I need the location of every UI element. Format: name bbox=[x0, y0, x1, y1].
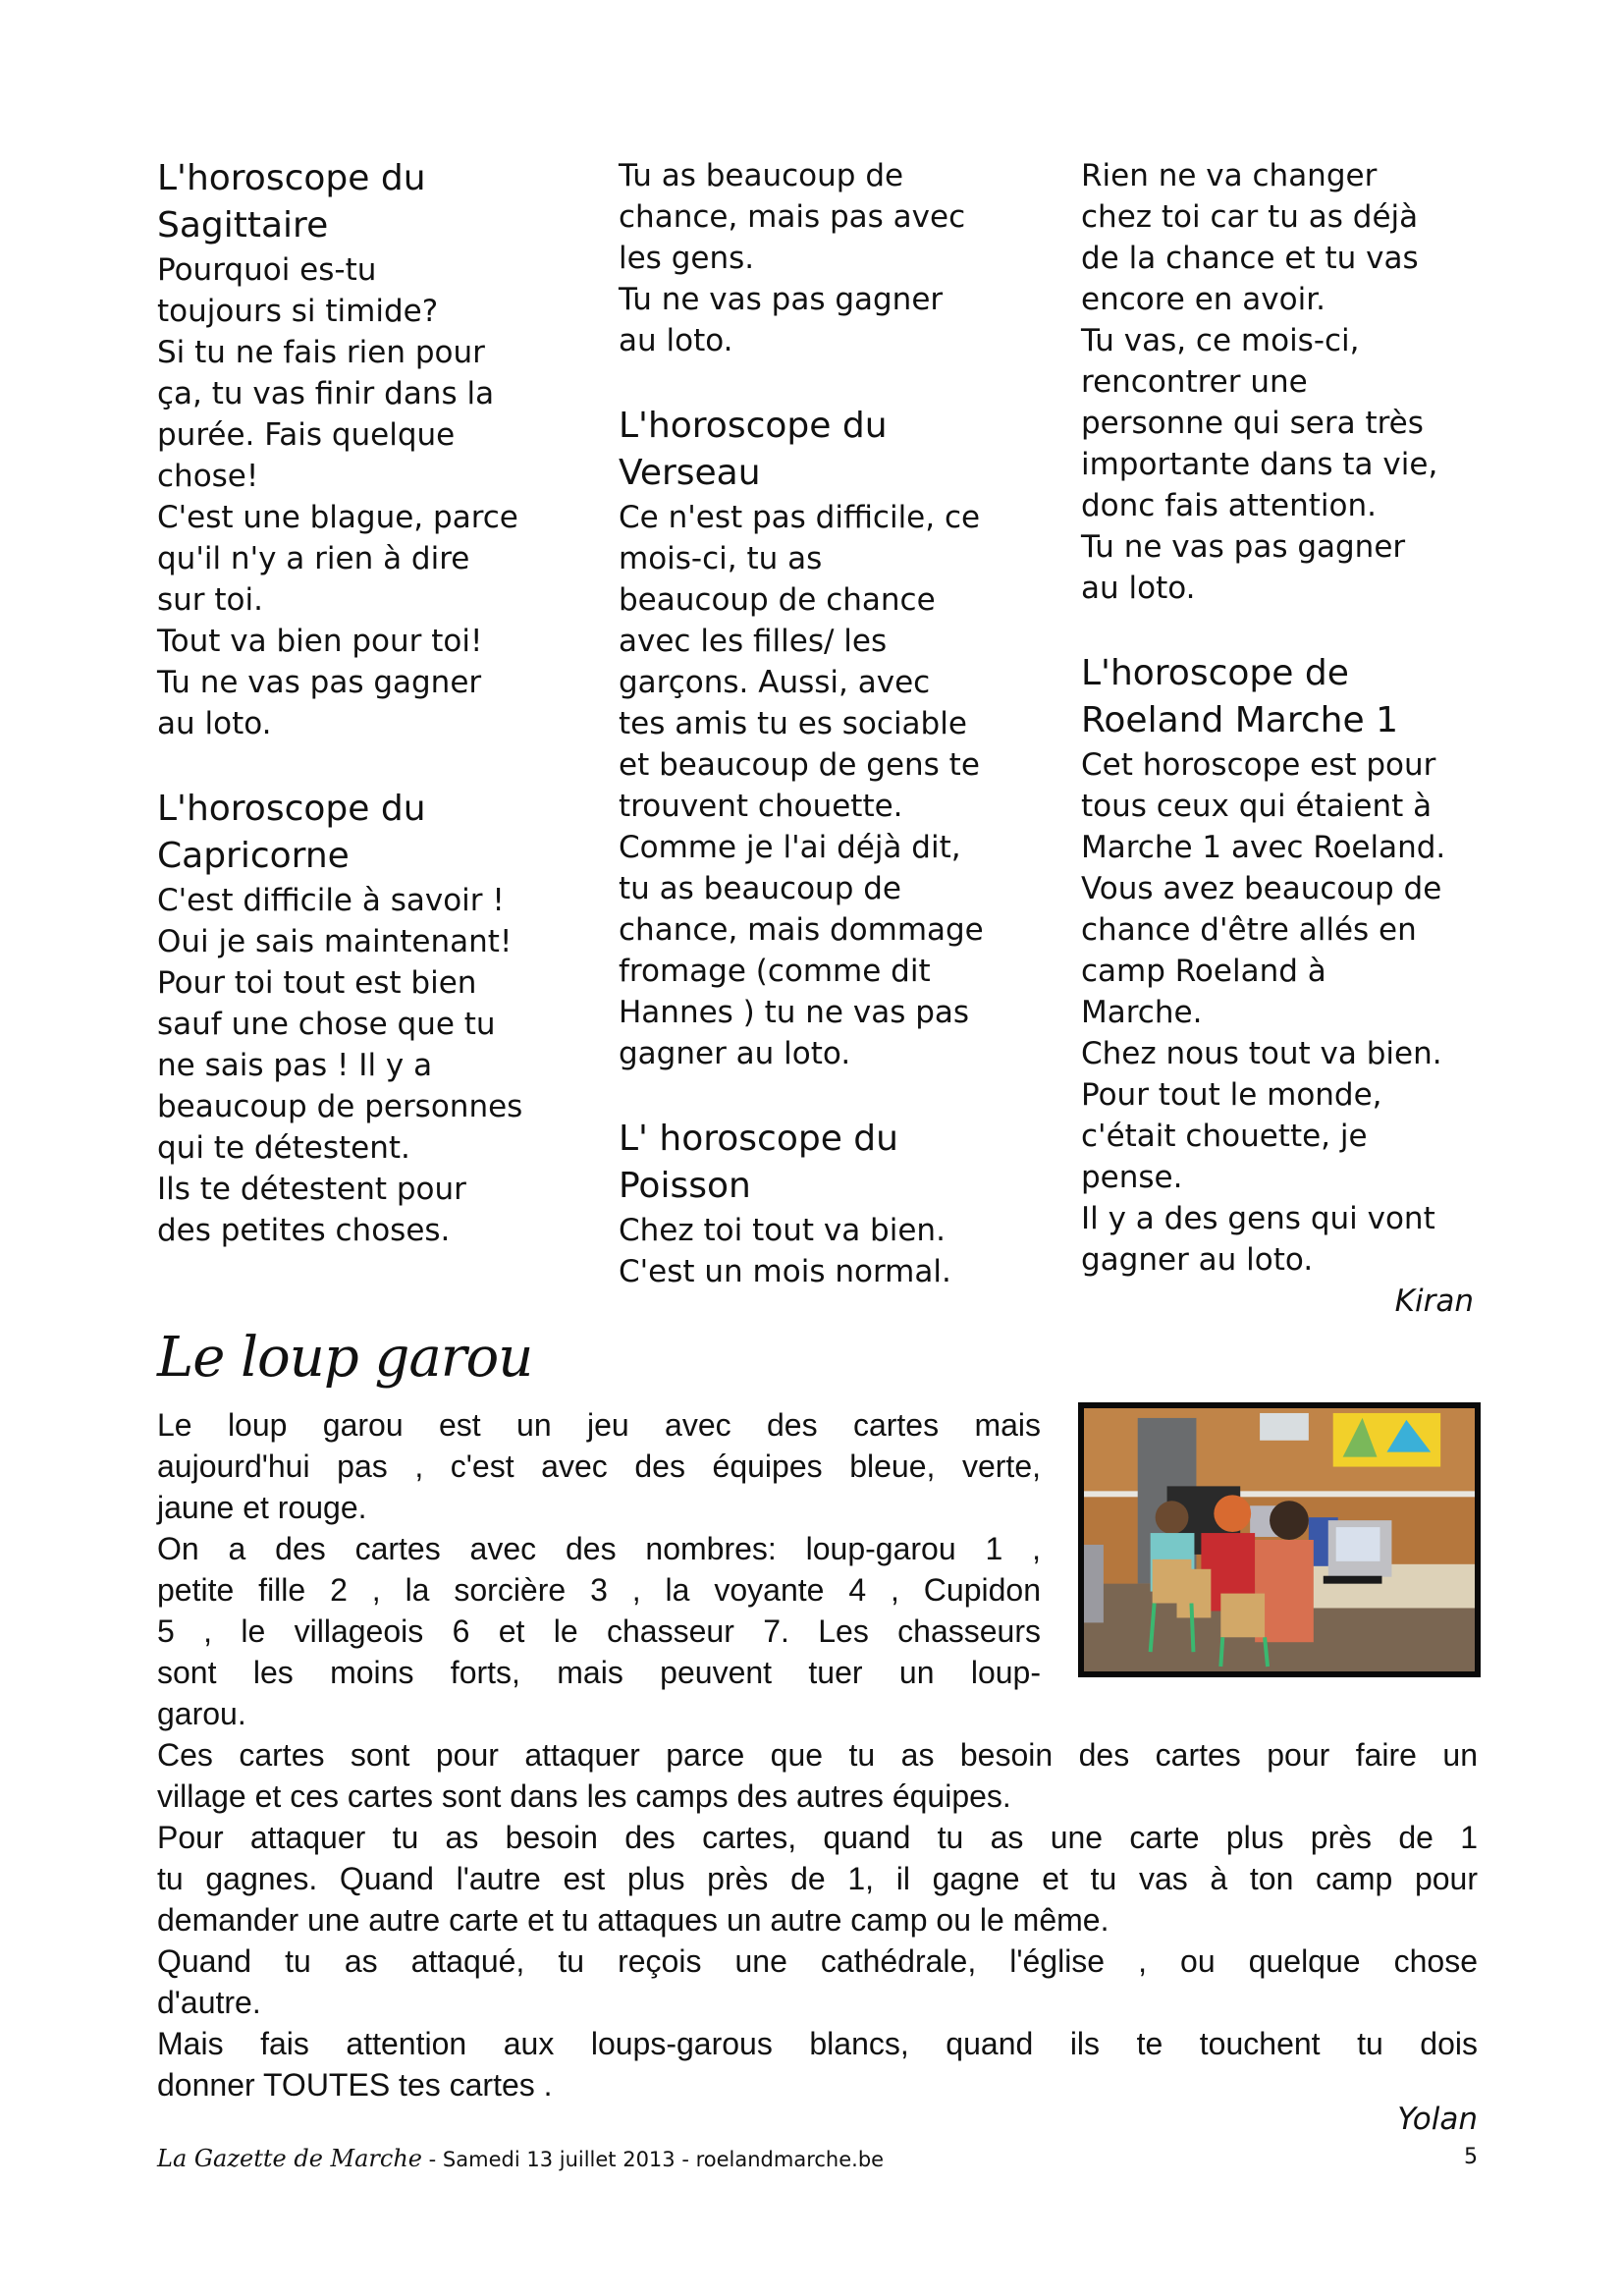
horoscope-text-line: toujours si timide? bbox=[157, 294, 439, 329]
article-text-line: Quand tu as attaqué, tu reçois une cathédrale, l'église , ou quelque chose bbox=[157, 1943, 1478, 1979]
horoscope-section bbox=[619, 1116, 1021, 1292]
horoscope-text-line: chez toi car tu as déjà bbox=[1081, 199, 1419, 235]
horoscope-text-line: sur toi. bbox=[157, 582, 263, 618]
article-text-line: garou. bbox=[157, 1696, 246, 1731]
horoscope-title-line: Verseau bbox=[619, 453, 761, 493]
horoscope-text-line: Si tu ne fais rien pour bbox=[157, 335, 485, 370]
article-text-line: village et ces cartes sont dans les camps des autres équipes. bbox=[157, 1778, 1011, 1814]
article-text-line: aujourd'hui pas , c'est avec des équipes bleue, verte, bbox=[157, 1449, 1041, 1484]
horoscope-title-line: L'horoscope du bbox=[157, 158, 426, 198]
horoscope-title-line: Sagittaire bbox=[157, 205, 329, 246]
horoscope-text-line: et beaucoup de gens te bbox=[619, 747, 980, 783]
horoscope-text-line: au loto. bbox=[619, 323, 733, 358]
article-text-line: On a des cartes avec des nombres: loup-garou 1 , bbox=[157, 1531, 1041, 1566]
horoscope-text-line: Pour toi tout est bien bbox=[157, 965, 477, 1001]
horoscope-title bbox=[1081, 650, 1484, 744]
footer-details: Samedi 13 juillet 2013 - roelandmarche.be bbox=[442, 2148, 885, 2171]
horoscope-text-line: purée. Fais quelque bbox=[157, 417, 456, 453]
horoscope-text-line: Hannes ) tu ne vas pas bbox=[619, 995, 970, 1030]
footer-separator: - bbox=[421, 2148, 443, 2171]
horoscope-text-line: Tu as beaucoup de bbox=[619, 158, 904, 193]
horoscope-text-line: gagner au loto. bbox=[619, 1036, 851, 1071]
horoscope-text-line: sauf une chose que tu bbox=[157, 1007, 496, 1042]
article-text-line: Pour attaquer tu as besoin des cartes, quand tu as une carte plus près de 1 bbox=[157, 1820, 1478, 1855]
horoscope-text-line: au loto. bbox=[157, 706, 272, 741]
horoscope-title-line: L'horoscope du bbox=[619, 406, 888, 446]
horoscope-title bbox=[157, 786, 560, 880]
article-text-line: jaune et rouge. bbox=[157, 1490, 367, 1525]
horoscope-column-1 bbox=[157, 155, 560, 1292]
horoscope-text-line: mois-ci, tu as bbox=[619, 541, 823, 576]
horoscope-text-line: Tu ne vas pas gagner bbox=[619, 282, 944, 317]
article-text-line: Ces cartes sont pour attaquer parce que tu as besoin des cartes pour faire un bbox=[157, 1737, 1478, 1773]
article-photo bbox=[1078, 1402, 1481, 1677]
horoscope-text-line: ça, tu vas finir dans la bbox=[157, 376, 495, 411]
horoscope-text-line: Chez nous tout va bien. bbox=[1081, 1036, 1442, 1071]
page-number: 5 bbox=[1464, 2145, 1478, 2169]
horoscope-text-line: de la chance et tu vas bbox=[1081, 241, 1419, 276]
horoscope-text-line: chance, mais pas avec bbox=[619, 199, 966, 235]
horoscope-text-line: personne qui sera très bbox=[1081, 406, 1424, 441]
horoscope-text-line: pense. bbox=[1081, 1160, 1183, 1195]
horoscope-text-line: Rien ne va changer bbox=[1081, 158, 1378, 193]
horoscope-text-line: Marche 1 avec Roeland. bbox=[1081, 830, 1446, 865]
article-text-line: Le loup garou est un jeu avec des cartes mais bbox=[157, 1407, 1041, 1443]
horoscope-text-line: garçons. Aussi, avec bbox=[619, 665, 931, 700]
horoscope-column-2 bbox=[619, 155, 1021, 1334]
article-text-line: d'autre. bbox=[157, 1985, 261, 2020]
horoscope-section bbox=[1081, 650, 1484, 1322]
horoscope-text-line: tes amis tu es sociable bbox=[619, 706, 967, 741]
horoscope-text-line: tous ceux qui étaient à bbox=[1081, 789, 1433, 824]
horoscope-section bbox=[157, 786, 560, 1251]
horoscope-section bbox=[157, 155, 560, 744]
horoscope-text-line: les gens. bbox=[619, 241, 755, 276]
horoscope-title bbox=[619, 403, 1021, 497]
horoscope-text-line: beaucoup de personnes bbox=[157, 1089, 523, 1124]
horoscope-text-line: c'était chouette, je bbox=[1081, 1119, 1368, 1154]
horoscope-text-line: Oui je sais maintenant! bbox=[157, 924, 513, 959]
horoscope-title-line: L'horoscope du bbox=[157, 789, 426, 829]
horoscope-text-line: Tu ne vas pas gagner bbox=[157, 665, 482, 700]
horoscope-title-line: Roeland Marche 1 bbox=[1081, 700, 1398, 740]
publication-name: La Gazette de Marche bbox=[157, 2145, 422, 2172]
horoscope-text-line: des petites choses. bbox=[157, 1213, 451, 1248]
horoscope-text-line: encore en avoir. bbox=[1081, 282, 1325, 317]
horoscope-text-line: au loto. bbox=[1081, 571, 1196, 606]
horoscope-title bbox=[619, 1116, 1021, 1210]
horoscope-text-line: C'est un mois normal. bbox=[619, 1254, 951, 1289]
horoscope-text-line: C'est une blague, parce bbox=[157, 500, 518, 535]
horoscope-text-line: chance, mais dommage bbox=[619, 912, 984, 948]
horoscope-text-line: beaucoup de chance bbox=[619, 582, 936, 618]
horoscope-text-line: fromage (comme dit bbox=[619, 954, 931, 989]
horoscope-text-line: Pour tout le monde, bbox=[1081, 1077, 1382, 1113]
article-body-main bbox=[157, 1734, 1478, 2105]
horoscope-text-line: qu'il n'y a rien à dire bbox=[157, 541, 470, 576]
horoscope-title-line: Poisson bbox=[619, 1166, 751, 1206]
horoscope-text-line: Tu vas, ce mois-ci, bbox=[1081, 323, 1360, 358]
horoscope-text-line: avec les filles/ les bbox=[619, 624, 888, 659]
horoscope-title-line: L' horoscope du bbox=[619, 1119, 898, 1159]
horoscope-text-line: chose! bbox=[157, 459, 259, 494]
horoscope-text-line: camp Roeland à bbox=[1081, 954, 1326, 989]
horoscope-text-line: Ce n'est pas difficile, ce bbox=[619, 500, 981, 535]
article-author: Yolan bbox=[1397, 2102, 1478, 2137]
article-title: Le loup garou bbox=[157, 1326, 533, 1390]
horoscope-text-line: Cet horoscope est pour bbox=[1081, 747, 1436, 783]
article-text-line: tu gagnes. Quand l'autre est plus près de 1, il gagne et tu vas à ton camp pour bbox=[157, 1861, 1478, 1896]
article-text-line: petite fille 2 , la sorcière 3 , la voyante 4 , Cupidon bbox=[157, 1572, 1041, 1608]
page-footer bbox=[157, 2145, 1478, 2184]
article-text-line: Mais fais attention aux loups-garous blancs, quand ils te touchent tu dois bbox=[157, 2026, 1478, 2061]
horoscope-text-line: chance d'être allés en bbox=[1081, 912, 1417, 948]
article-text-line: demander une autre carte et tu attaques un autre camp ou le même. bbox=[157, 1902, 1109, 1938]
horoscope-text-line: donc fais attention. bbox=[1081, 488, 1377, 523]
horoscope-text-line: Vous avez beaucoup de bbox=[1081, 871, 1442, 906]
horoscope-text-line: Tout va bien pour toi! bbox=[157, 624, 483, 659]
horoscope-text-line: rencontrer une bbox=[1081, 364, 1308, 400]
horoscope-text-line: gagner au loto. bbox=[1081, 1242, 1314, 1278]
horoscope-author: Kiran bbox=[1394, 1284, 1474, 1319]
horoscope-text-line: C'est difficile à savoir ! bbox=[157, 883, 505, 918]
article-text-line: 5 , le villageois 6 et le chasseur 7. Les chasseurs bbox=[157, 1613, 1041, 1649]
horoscope-section bbox=[1081, 155, 1484, 609]
horoscope-text-line: Ils te détestent pour bbox=[157, 1172, 466, 1207]
horoscope-text-line: Tu ne vas pas gagner bbox=[1081, 529, 1406, 565]
horoscope-title-line: L'horoscope de bbox=[1081, 653, 1349, 693]
horoscope-text-line: Chez toi tout va bien. bbox=[619, 1213, 946, 1248]
article-text-line: sont les moins forts, mais peuvent tuer un loup- bbox=[157, 1655, 1041, 1690]
article-text-line: donner TOUTES tes cartes . bbox=[157, 2067, 553, 2103]
horoscope-text-line: Il y a des gens qui vont bbox=[1081, 1201, 1435, 1236]
horoscope-title-line: Capricorne bbox=[157, 836, 350, 876]
horoscope-text-line: trouvent chouette. bbox=[619, 789, 903, 824]
horoscope-section bbox=[619, 403, 1021, 1074]
article-body-intro bbox=[157, 1404, 1041, 1734]
horoscope-text-line: importante dans ta vie, bbox=[1081, 447, 1438, 482]
photo-kids-at-computers bbox=[1084, 1408, 1475, 1671]
horoscope-section bbox=[619, 155, 1021, 361]
horoscope-text-line: Marche. bbox=[1081, 995, 1203, 1030]
horoscope-title bbox=[157, 155, 560, 249]
horoscope-text-line: ne sais pas ! Il y a bbox=[157, 1048, 433, 1083]
horoscope-text-line: Comme je l'ai déjà dit, bbox=[619, 830, 961, 865]
horoscope-text-line: qui te détestent. bbox=[157, 1130, 410, 1166]
horoscope-text-line: Pourquoi es-tu bbox=[157, 252, 377, 288]
horoscope-text-line: tu as beaucoup de bbox=[619, 871, 901, 906]
horoscope-column-3 bbox=[1081, 155, 1484, 1363]
